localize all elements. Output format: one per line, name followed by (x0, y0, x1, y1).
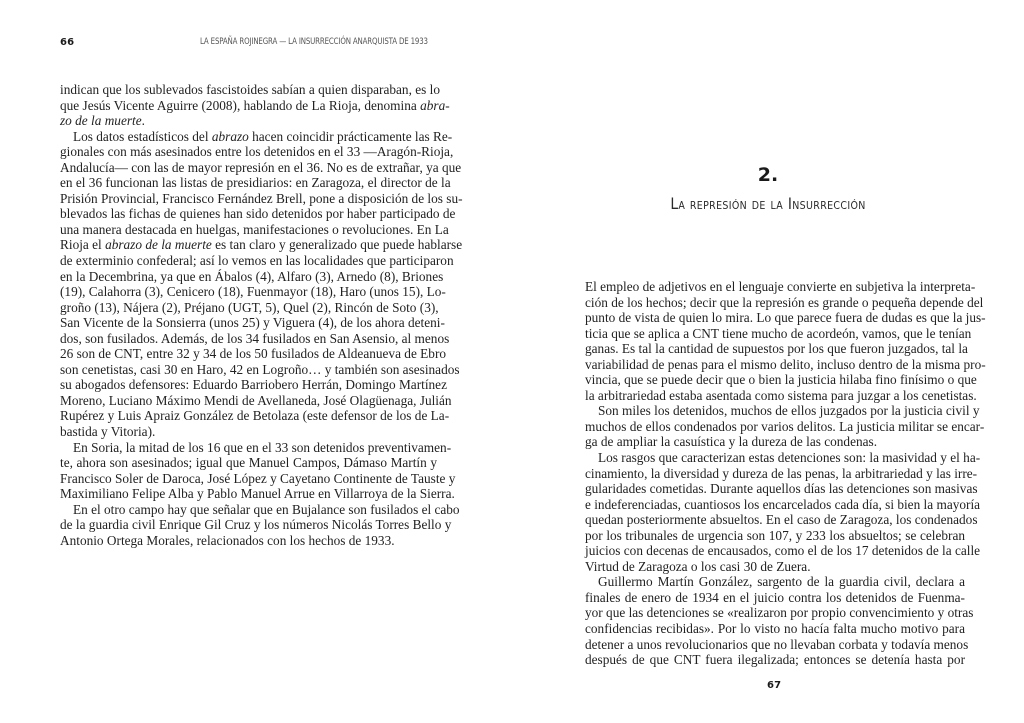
text-line (60, 253, 454, 269)
text-segment: una manera destacada en huelgas, manifestaciones o revoluciones. En La (60, 221, 449, 237)
text-segment: en el 36 funcionan las listas de presidiarios: en Zaragoza, el director de la (60, 175, 451, 191)
text-line (585, 403, 980, 419)
right-page (512, 0, 1024, 723)
text-line (60, 408, 450, 424)
text-line (60, 190, 463, 207)
text-line (60, 300, 437, 316)
text-line (60, 346, 447, 362)
chapter-title: La represión de la Insurrección (670, 194, 866, 213)
text-line (60, 237, 463, 253)
text-segment: finales de enero de 1934 en el juicio contra los detenidos de Fuenma- (585, 589, 965, 605)
text-line (60, 424, 437, 440)
text-segment: Guillermo Martín González, sargento de la guardia civil, declara a (598, 574, 965, 590)
text-line (60, 144, 454, 160)
text-segment: de exterminio confederal; así lo vemos en las localidades que participaron (60, 253, 454, 269)
text-segment: En el otro campo hay que señalar que en Bujalance son fusilados el cabo (73, 501, 460, 517)
text-line (585, 356, 986, 373)
text-segment: cinamiento, la diversidad y dureza de las penas, la arbitrariedad y las irre- (585, 465, 978, 481)
text-segment: es tan claro y generalizado que puede hablarse (211, 237, 463, 253)
text-segment: Los rasgos que caracterizan estas detenciones son: la masividad y el ha- (598, 450, 981, 466)
text-line (60, 455, 437, 471)
text-segment: hacen coincidir prácticamente las Re- (248, 128, 453, 144)
text-segment: Moreno, Luciano Máximo Mendi de Avellaneda, José Olagüenaga, Julián (60, 392, 452, 408)
text-line (60, 97, 450, 114)
text-line (585, 481, 978, 497)
running-head: LA ESPAÑA ROJINEGRA — LA INSURRECCIÓN ANARQUISTA DE 1933 (200, 37, 428, 47)
text-line (60, 82, 440, 98)
text-segment: Son miles los detenidos, muchos de ellos juzgados por la justicia civil y (598, 403, 980, 419)
text-segment: ga de ampliar la casuística y la dureza de las condenas. (585, 434, 878, 450)
text-line (585, 559, 965, 575)
text-segment: groño (13), Nájera (2), Préjano (UGT, 5), Quel (2), Rincón de Soto (3), (60, 299, 439, 315)
text-line (60, 533, 437, 549)
text-line (60, 392, 452, 409)
text-segment: en la Decembrina, ya que en Ábalos (4), Alfaro (3), Arnedo (8), Briones (60, 268, 444, 284)
text-line (60, 268, 444, 285)
text-line (585, 387, 977, 404)
text-line (60, 377, 447, 393)
text-line (585, 294, 984, 311)
text-segment: En Soria, la mitad de los 16 que en el 33 son detenidos preventivamen- (73, 439, 452, 455)
text-line (60, 470, 456, 487)
text-segment: confidencias recibidas». Por lo visto no hacía falta mucho motivo para (585, 621, 965, 637)
text-segment: Maximiliano Felipe Alba y Pablo Manuel Arrue en Villarroya de la Sierra. (60, 486, 455, 502)
text-segment: Rioja el (60, 237, 106, 253)
text-segment: blevados las fichas de quienes han sido detenidos por haber participado de (60, 206, 456, 222)
text-line (585, 574, 965, 590)
text-segment: El empleo de adjetivos en el lenguaje convierte en subjetiva la interpreta- (585, 279, 976, 294)
text-segment: Los datos estadísticos del (73, 128, 212, 144)
text-line (60, 221, 449, 238)
text-segment: punto de vista de quien lo mira. Lo que parece fuera de dudas es que la jus- (585, 310, 986, 326)
text-line (585, 341, 968, 357)
text-segment: . (141, 113, 145, 129)
text-line (585, 636, 969, 653)
text-segment: por los tribunales de urgencia son 107, y 233 los absueltos; se celebran (585, 527, 965, 543)
page-number: 67 (767, 680, 782, 691)
text-line (60, 361, 460, 378)
text-segment: gularidades cometidas. Durante aquellos días las detenciones son masivas (585, 481, 978, 497)
text-segment: e indeferenciadas, cuantiosos los encarcelados cada día, si bien la mayoría (585, 496, 981, 512)
text-line (60, 113, 437, 129)
text-line (585, 621, 965, 637)
text-segment: ción de los hechos; decir que la represión es grande o pequeña depende del (585, 294, 984, 310)
text-segment: gionales con más asesinados entre los detenidos en el 33 —Aragón-Rioja, (60, 144, 454, 160)
text-segment: yor que las detenciones se «realizaron por propio convencimiento y otras (585, 605, 974, 621)
chapter-number: 2. (757, 164, 779, 186)
text-line (585, 465, 978, 482)
text-line (585, 590, 965, 606)
italic-text: zo de la muerte (60, 113, 142, 129)
text-segment: ticia que se aplica a CNT tiene mucho de acordeón, vamos, que le tenían (585, 325, 972, 341)
text-line (585, 450, 981, 466)
text-segment: Andalucía— con las de mayor represión en el 36. No es de extrañar, ya que (60, 159, 462, 175)
text-line (585, 496, 981, 513)
body-text (60, 82, 463, 548)
text-segment: juicios con decenas de encausados, como el de los 17 detenidos de la calle (585, 543, 981, 559)
text-line (585, 372, 977, 388)
text-segment: 26 son de CNT, entre 32 y 34 de los 50 fusilados de Aldeanueva de Ebro (60, 346, 447, 362)
italic-text: abra- (420, 97, 450, 113)
text-line (585, 652, 965, 668)
text-segment: Antonio Ortega Morales, relacionados con los hechos de 1933. (60, 532, 395, 548)
text-segment: de la guardia civil Enrique Gil Cruz y los números Nicolás Torres Bello y (60, 517, 452, 533)
text-line (60, 439, 452, 456)
text-line (60, 175, 451, 191)
text-segment: después de que CNT fuera ilegalizada; entonces se detenía hasta por (585, 652, 965, 668)
text-line (60, 517, 452, 533)
text-segment: indican que los sublevados fascistoides sabían a quien disparaban, es lo (60, 82, 440, 97)
text-segment: son cenetistas, casi 30 en Haro, 42 en Logroño… y también son asesinados (60, 361, 460, 377)
text-segment: su abogados defensores: Eduardo Barriobero Herrán, Domingo Martínez (60, 377, 447, 393)
text-segment: detener a unos revolucionarios que no llevaban corbata y todavía menos (585, 636, 969, 652)
text-segment: Rupérez y Luis Apraiz González de Betolaza (este defensor de los de La- (60, 408, 450, 424)
text-line (585, 605, 974, 621)
text-segment: que Jesús Vicente Aguirre (2008), hablando de La Rioja, denomina (60, 97, 421, 113)
text-segment: vincia, que se puede decir que o bien la justicia hilaba fino finísimo o que (585, 372, 977, 388)
text-line (585, 310, 986, 326)
text-segment: Francisco Soler de Daroca, José López y Cayetano Continente de Tauste y (60, 470, 456, 486)
text-line (585, 418, 985, 435)
text-segment: quedan posteriormente absueltos. En el caso de Zaragoza, los condenados (585, 512, 978, 528)
text-segment: ganas. Es tal la cantidad de supuestos por los que fueron juzgados, tal la (585, 341, 968, 357)
text-segment: (19), Calahorra (3), Cenicero (18), Fuenmayor (18), Haro (unos 15), Lo- (60, 284, 446, 300)
text-line (60, 315, 445, 331)
text-line (585, 325, 972, 342)
text-line (585, 279, 976, 295)
text-segment: muchos de ellos condenados por varios delitos. La justicia militar se encar- (585, 418, 985, 434)
text-segment: te, ahora son asesinados; igual que Manuel Campos, Dámaso Martín y (60, 455, 437, 471)
text-line (585, 512, 978, 528)
italic-text: abrazo de la muerte (105, 237, 212, 253)
text-line (60, 128, 453, 145)
text-line (60, 501, 460, 518)
text-line (585, 543, 981, 559)
text-segment: bastida y Vitoria). (60, 424, 156, 440)
text-line (60, 330, 450, 347)
text-line (60, 159, 462, 176)
text-segment: Prisión Provincial, Francisco Fernández Brell, pone a disposición de los su- (60, 190, 463, 206)
text-line (60, 284, 446, 300)
text-segment: la arbitrariedad estaba asentada como sistema para juzgar a los cenetistas. (585, 387, 977, 403)
text-line (585, 434, 965, 450)
text-segment: San Vicente de la Sonsierra (unos 25) y Viguera (4), de los ahora deteni- (60, 315, 445, 331)
text-segment: dos, son fusilados. Además, de los 34 fusilados en San Asensio, al menos (60, 330, 450, 346)
body-text (585, 279, 986, 668)
page-number: 66 (60, 37, 75, 48)
text-line (60, 486, 455, 502)
text-segment: variabilidad de penas para el mismo delito, incluso dentro de la misma pro- (585, 356, 986, 372)
text-segment: Virtud de Zaragoza o los casi 30 de Zuera. (585, 558, 811, 574)
text-line (60, 206, 456, 222)
text-line (585, 528, 965, 544)
italic-text: abrazo (211, 128, 249, 144)
